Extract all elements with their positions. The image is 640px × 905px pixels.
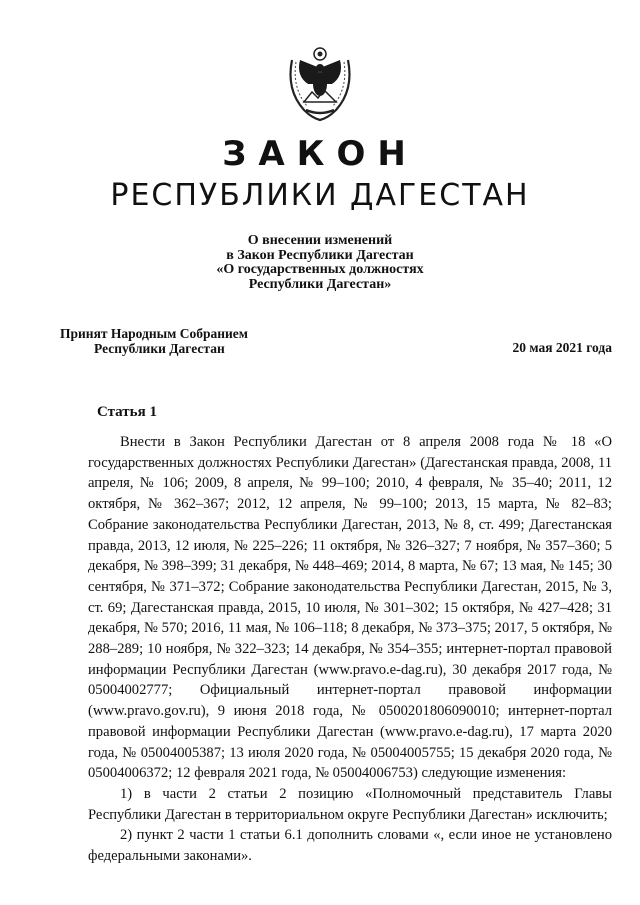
subject-line: Республики Дагестан» bbox=[248, 276, 392, 292]
article-paragraph: 2) пункт 2 части 1 статьи 6.1 дополнить словами «, если иное не установлено федеральными законами». bbox=[88, 827, 612, 865]
subject-line: в Закон Республики Дагестан bbox=[226, 247, 414, 263]
document-title: ЗАКОН bbox=[222, 134, 418, 174]
adopted-line-1: Принят Народным Собранием bbox=[60, 326, 248, 341]
article-paragraph: 1) в части 2 статьи 2 позицию «Полномочный представитель Главы Республики Дагестан в территориальном округе Республики Дагестан» исключить; bbox=[88, 785, 612, 823]
subject-line: «О государственных должностях bbox=[216, 262, 424, 277]
article-body bbox=[88, 432, 612, 867]
coat-of-arms-emblem bbox=[282, 40, 358, 124]
subject-line: О внесении изменений bbox=[247, 233, 393, 248]
law-subject bbox=[0, 234, 640, 292]
adoption-date: 20 мая 2021 года bbox=[512, 340, 612, 355]
article-paragraph: Внести в Закон Республики Дагестан от 8 апреля 2008 года № 18 «О государственных должностях Республики Дагестан» (Дагестанская правда, 2008, 11 апреля, № 106; 2009, 8 апреля, № 99–100; 2010, 4 февраля, № 35–40; 2011, 12 октября, № 362–367; 2012, 12 апреля, № 99–100; 2013, 15 марта, № 82–83; Собрание законодательства Республики Дагестан, 2013, № 8, ст. 499; Дагестанская правда, 2013, 12 июля, № 225–226; 11 октября, № 326–327; 7 ноября, № 357–360; 5 декабря, № 398–399; 31 декабря, № 448–469; 2014, 8 марта, № 67; 13 мая, № 145; 30 сентября, № 371–372; Собрание законодательства Республики Дагестан, 2015, № 3, ст. 69; Дагестанская правда, 2015, 10 июля, № 301–302; 15 октября, № 427–428; 31 декабря, № 570; 2016, 11 мая, № 106–118; 8 декабря, № 373–375; 2017, 5 октября, № 288–289; 10 ноября, № 322–323; 14 декабря, № 354–355; интернет-портал правовой информации Республики Дагестан (www.pravo.e-dag.ru), 30 декабря 2017 года, № 05004002777; Официальный интернет-портал правовой информации (www.pravo.gov.ru), 9 июня 2018 года, № 0500201806090010; интернет-портал правовой информации Республики Дагестан (www.pravo.e-dag.ru), 17 марта 2020 года, № 05004005387; 13 июля 2020 года, № 05004005755; 15 декабря 2020 года, № 05004006372; 12 февраля 2021 года, № 05004006753) следующие изменения: bbox=[88, 434, 612, 782]
adopted-by bbox=[60, 326, 248, 356]
adopted-line-2: Республики Дагестан bbox=[94, 341, 225, 356]
article-heading: Статья 1 bbox=[97, 404, 157, 420]
document-subtitle: РЕСПУБЛИКИ ДАГЕСТАН bbox=[110, 178, 530, 213]
